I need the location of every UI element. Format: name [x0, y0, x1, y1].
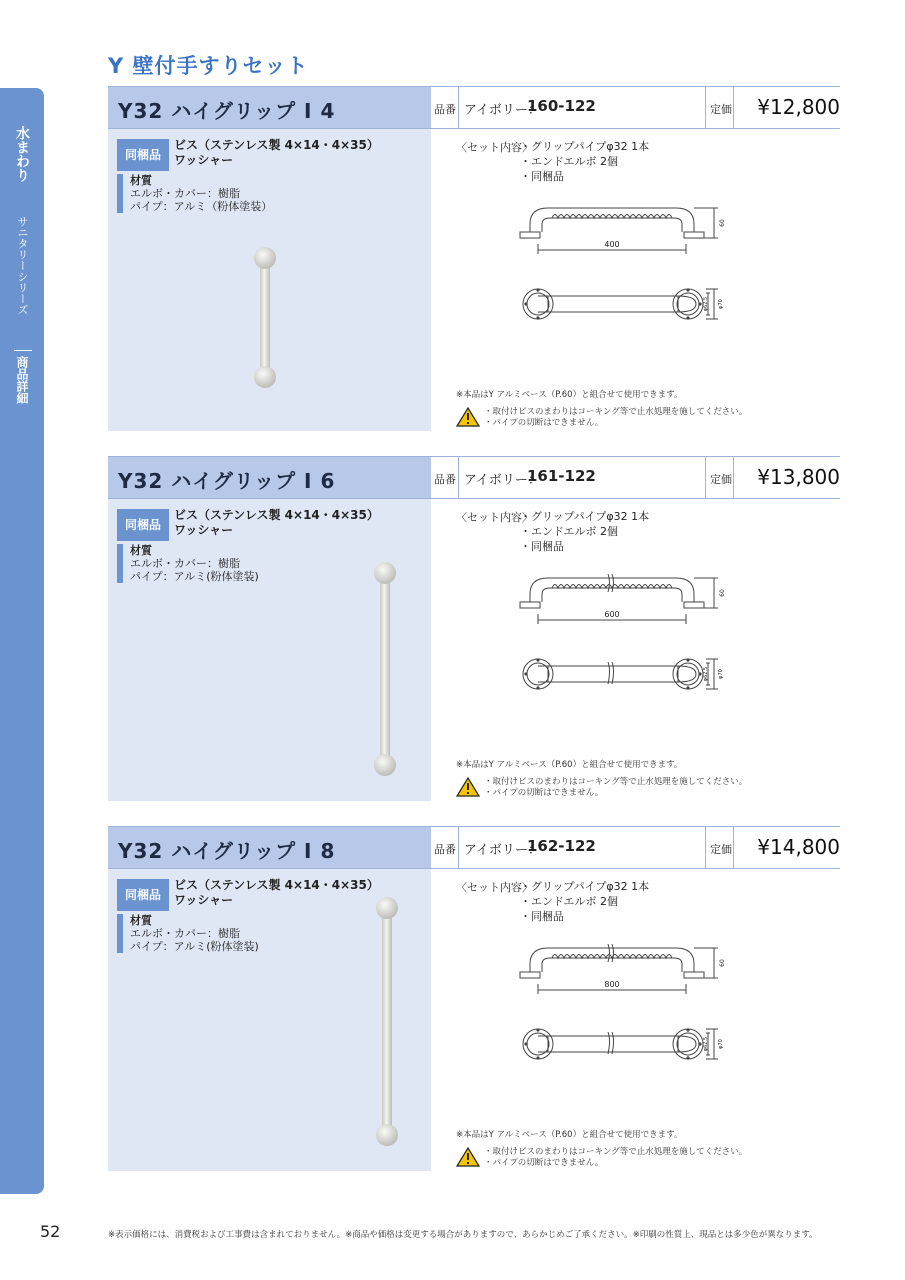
side-tab [0, 88, 44, 1194]
product-price: ¥13,800 [757, 465, 840, 489]
dimension-length-label: 600 [604, 610, 620, 619]
warning-line: ・取付けビスのまわりはコーキング等で止水処理を施してください。 [484, 777, 748, 787]
material-title: 材質 [130, 914, 152, 927]
hinban-label: 品番 [434, 473, 456, 486]
page-title: Y 壁付手すりセット [108, 54, 309, 78]
product-code: 162-122 [527, 837, 596, 855]
handrail-end-cap [376, 1124, 398, 1146]
handrail-end-cap [254, 247, 276, 269]
dimension-drawing [510, 194, 750, 354]
set-item: ・エンドエルボ 2個 [520, 895, 619, 908]
side-tab-section: 商品詳細 [15, 356, 29, 404]
side-tab-series: サニタリーシリーズ [16, 216, 29, 315]
product-spec-panel [448, 869, 840, 1171]
product-price: ¥12,800 [757, 95, 840, 119]
handrail-end-cap [254, 366, 276, 388]
warning-line: ・取付けビスのまわりはコーキング等で止水処理を施してください。 [484, 407, 748, 417]
teika-label: 定価 [710, 843, 732, 856]
warning-icon [456, 1147, 480, 1167]
product-info-panel [108, 499, 431, 801]
handrail-end-cap [374, 754, 396, 776]
divider [458, 87, 459, 128]
teika-label: 定価 [710, 473, 732, 486]
handrail-photo [108, 869, 431, 1171]
product-info-panel [108, 129, 431, 431]
product-code: 160-122 [527, 97, 596, 115]
warning-text [484, 1147, 747, 1169]
material-title: 材質 [130, 544, 152, 557]
product-name-cell [108, 827, 431, 868]
warning-line: ・パイプの切断はできません。 [484, 788, 604, 798]
product-name: Y32 ハイグリップ I 4 [118, 99, 336, 123]
product-name-cell [108, 87, 431, 128]
warning-line: ・パイプの切断はできません。 [484, 1158, 604, 1168]
dimension-height-label: 60 [719, 589, 726, 597]
warning-text [484, 777, 747, 799]
warning-text [484, 407, 747, 429]
break-mark [608, 944, 614, 1054]
divider [458, 827, 459, 868]
footer-note: ※表示価格には、消費税および工事費は含まれておりません。※商品や価格は変更する場合がありますので、あらかじめご了承ください。※印刷の性質上、現品とは多少色が異なります。 [108, 1230, 818, 1240]
dimension-diameter-label: φ62.5 [703, 296, 709, 312]
material-title: 材質 [130, 174, 152, 187]
bundled-badge: 同梱品 [117, 509, 169, 541]
material-item: パイプ：アルミ（粉体塗装） [130, 200, 273, 213]
set-contents-list [520, 139, 649, 184]
hinban-label: 品番 [434, 103, 456, 116]
color-label: アイボリー： [464, 103, 541, 118]
warning-icon [456, 407, 480, 427]
material-item: パイプ：アルミ(粉体塗装) [130, 940, 259, 953]
color-label: アイボリー： [464, 473, 541, 488]
warning-icon [456, 777, 480, 797]
divider [705, 827, 706, 868]
divider [705, 87, 706, 128]
handrail-photo [108, 129, 431, 431]
material-item: エルボ・カバー：樹脂 [130, 557, 240, 570]
product-spec-panel [448, 129, 840, 431]
accessory-item: ワッシャー [174, 153, 234, 167]
dimension-diameter-label: φ62.5 [703, 1036, 709, 1052]
accessory-item: ビス（ステンレス製 4×14・4×35） [174, 508, 379, 522]
side-tab-divider [14, 350, 32, 351]
dimension-diameter-label: φ70 [718, 299, 724, 309]
product-header [108, 826, 840, 869]
set-item: ・グリップパイプφ32 1本 [520, 140, 650, 153]
set-contents-label: 〈セット内容〉 [456, 141, 533, 154]
set-contents-label: 〈セット内容〉 [456, 511, 533, 524]
compatibility-note: ※本品はY アルミベース（P.60）と組合せて使用できます。 [456, 1130, 683, 1140]
product-name: Y32 ハイグリップ I 8 [118, 839, 336, 863]
handrail-pipe [380, 577, 390, 759]
divider [733, 827, 734, 868]
set-item: ・同梱品 [520, 170, 564, 183]
set-contents-list [520, 509, 649, 554]
set-item: ・同梱品 [520, 910, 564, 923]
product-section [108, 826, 840, 1172]
set-item: ・グリップパイプφ32 1本 [520, 880, 650, 893]
product-name-cell [108, 457, 431, 498]
handrail-pipe [382, 912, 392, 1129]
divider [733, 87, 734, 128]
product-name: Y32 ハイグリップ I 6 [118, 469, 336, 493]
compatibility-note: ※本品はY アルミベース（P.60）と組合せて使用できます。 [456, 760, 683, 770]
side-tab-category: 水まわり [14, 126, 30, 182]
handrail-end-cap [376, 897, 398, 919]
product-price: ¥14,800 [757, 835, 840, 859]
set-item: ・エンドエルボ 2個 [520, 155, 619, 168]
set-item: ・同梱品 [520, 540, 564, 553]
set-item: ・グリップパイプφ32 1本 [520, 510, 650, 523]
material-item: パイプ：アルミ(粉体塗装) [130, 570, 259, 583]
material-item: エルボ・カバー：樹脂 [130, 927, 240, 940]
warning-line: ・取付けビスのまわりはコーキング等で止水処理を施してください。 [484, 1147, 748, 1157]
handrail-end-cap [374, 562, 396, 584]
divider [458, 457, 459, 498]
accessory-item: ワッシャー [174, 893, 234, 907]
bundled-badge: 同梱品 [117, 139, 169, 171]
accessory-item: ビス（ステンレス製 4×14・4×35） [174, 138, 379, 152]
bundled-badge: 同梱品 [117, 879, 169, 911]
warning-line: ・パイプの切断はできません。 [484, 418, 604, 428]
product-code: 161-122 [527, 467, 596, 485]
set-contents-list [520, 879, 649, 924]
set-contents-label: 〈セット内容〉 [456, 881, 533, 894]
product-header [108, 456, 840, 499]
divider [705, 457, 706, 498]
accessory-item: ビス（ステンレス製 4×14・4×35） [174, 878, 379, 892]
dimension-height-label: 60 [719, 219, 726, 227]
handrail-photo [108, 499, 431, 801]
teika-label: 定価 [710, 103, 732, 116]
color-label: アイボリー： [464, 843, 541, 858]
handrail-pipe [260, 262, 270, 371]
accessory-item: ワッシャー [174, 523, 234, 537]
divider [733, 457, 734, 498]
dimension-drawing [510, 564, 750, 724]
set-item: ・エンドエルボ 2個 [520, 525, 619, 538]
hinban-label: 品番 [434, 843, 456, 856]
dimension-drawing [510, 934, 750, 1094]
dimension-diameter-label: φ70 [718, 1039, 724, 1049]
dimension-diameter-label: φ62.5 [703, 666, 709, 682]
product-section [108, 86, 840, 432]
break-mark [608, 574, 614, 684]
dimension-length-label: 800 [604, 980, 620, 989]
material-item: エルボ・カバー：樹脂 [130, 187, 240, 200]
compatibility-note: ※本品はY アルミベース（P.60）と組合せて使用できます。 [456, 390, 683, 400]
product-info-panel [108, 869, 431, 1171]
page-number: 52 [40, 1222, 61, 1241]
dimension-length-label: 400 [604, 240, 620, 249]
dimension-height-label: 60 [719, 959, 726, 967]
product-spec-panel [448, 499, 840, 801]
product-header [108, 86, 840, 129]
product-section [108, 456, 840, 802]
dimension-diameter-label: φ70 [718, 669, 724, 679]
